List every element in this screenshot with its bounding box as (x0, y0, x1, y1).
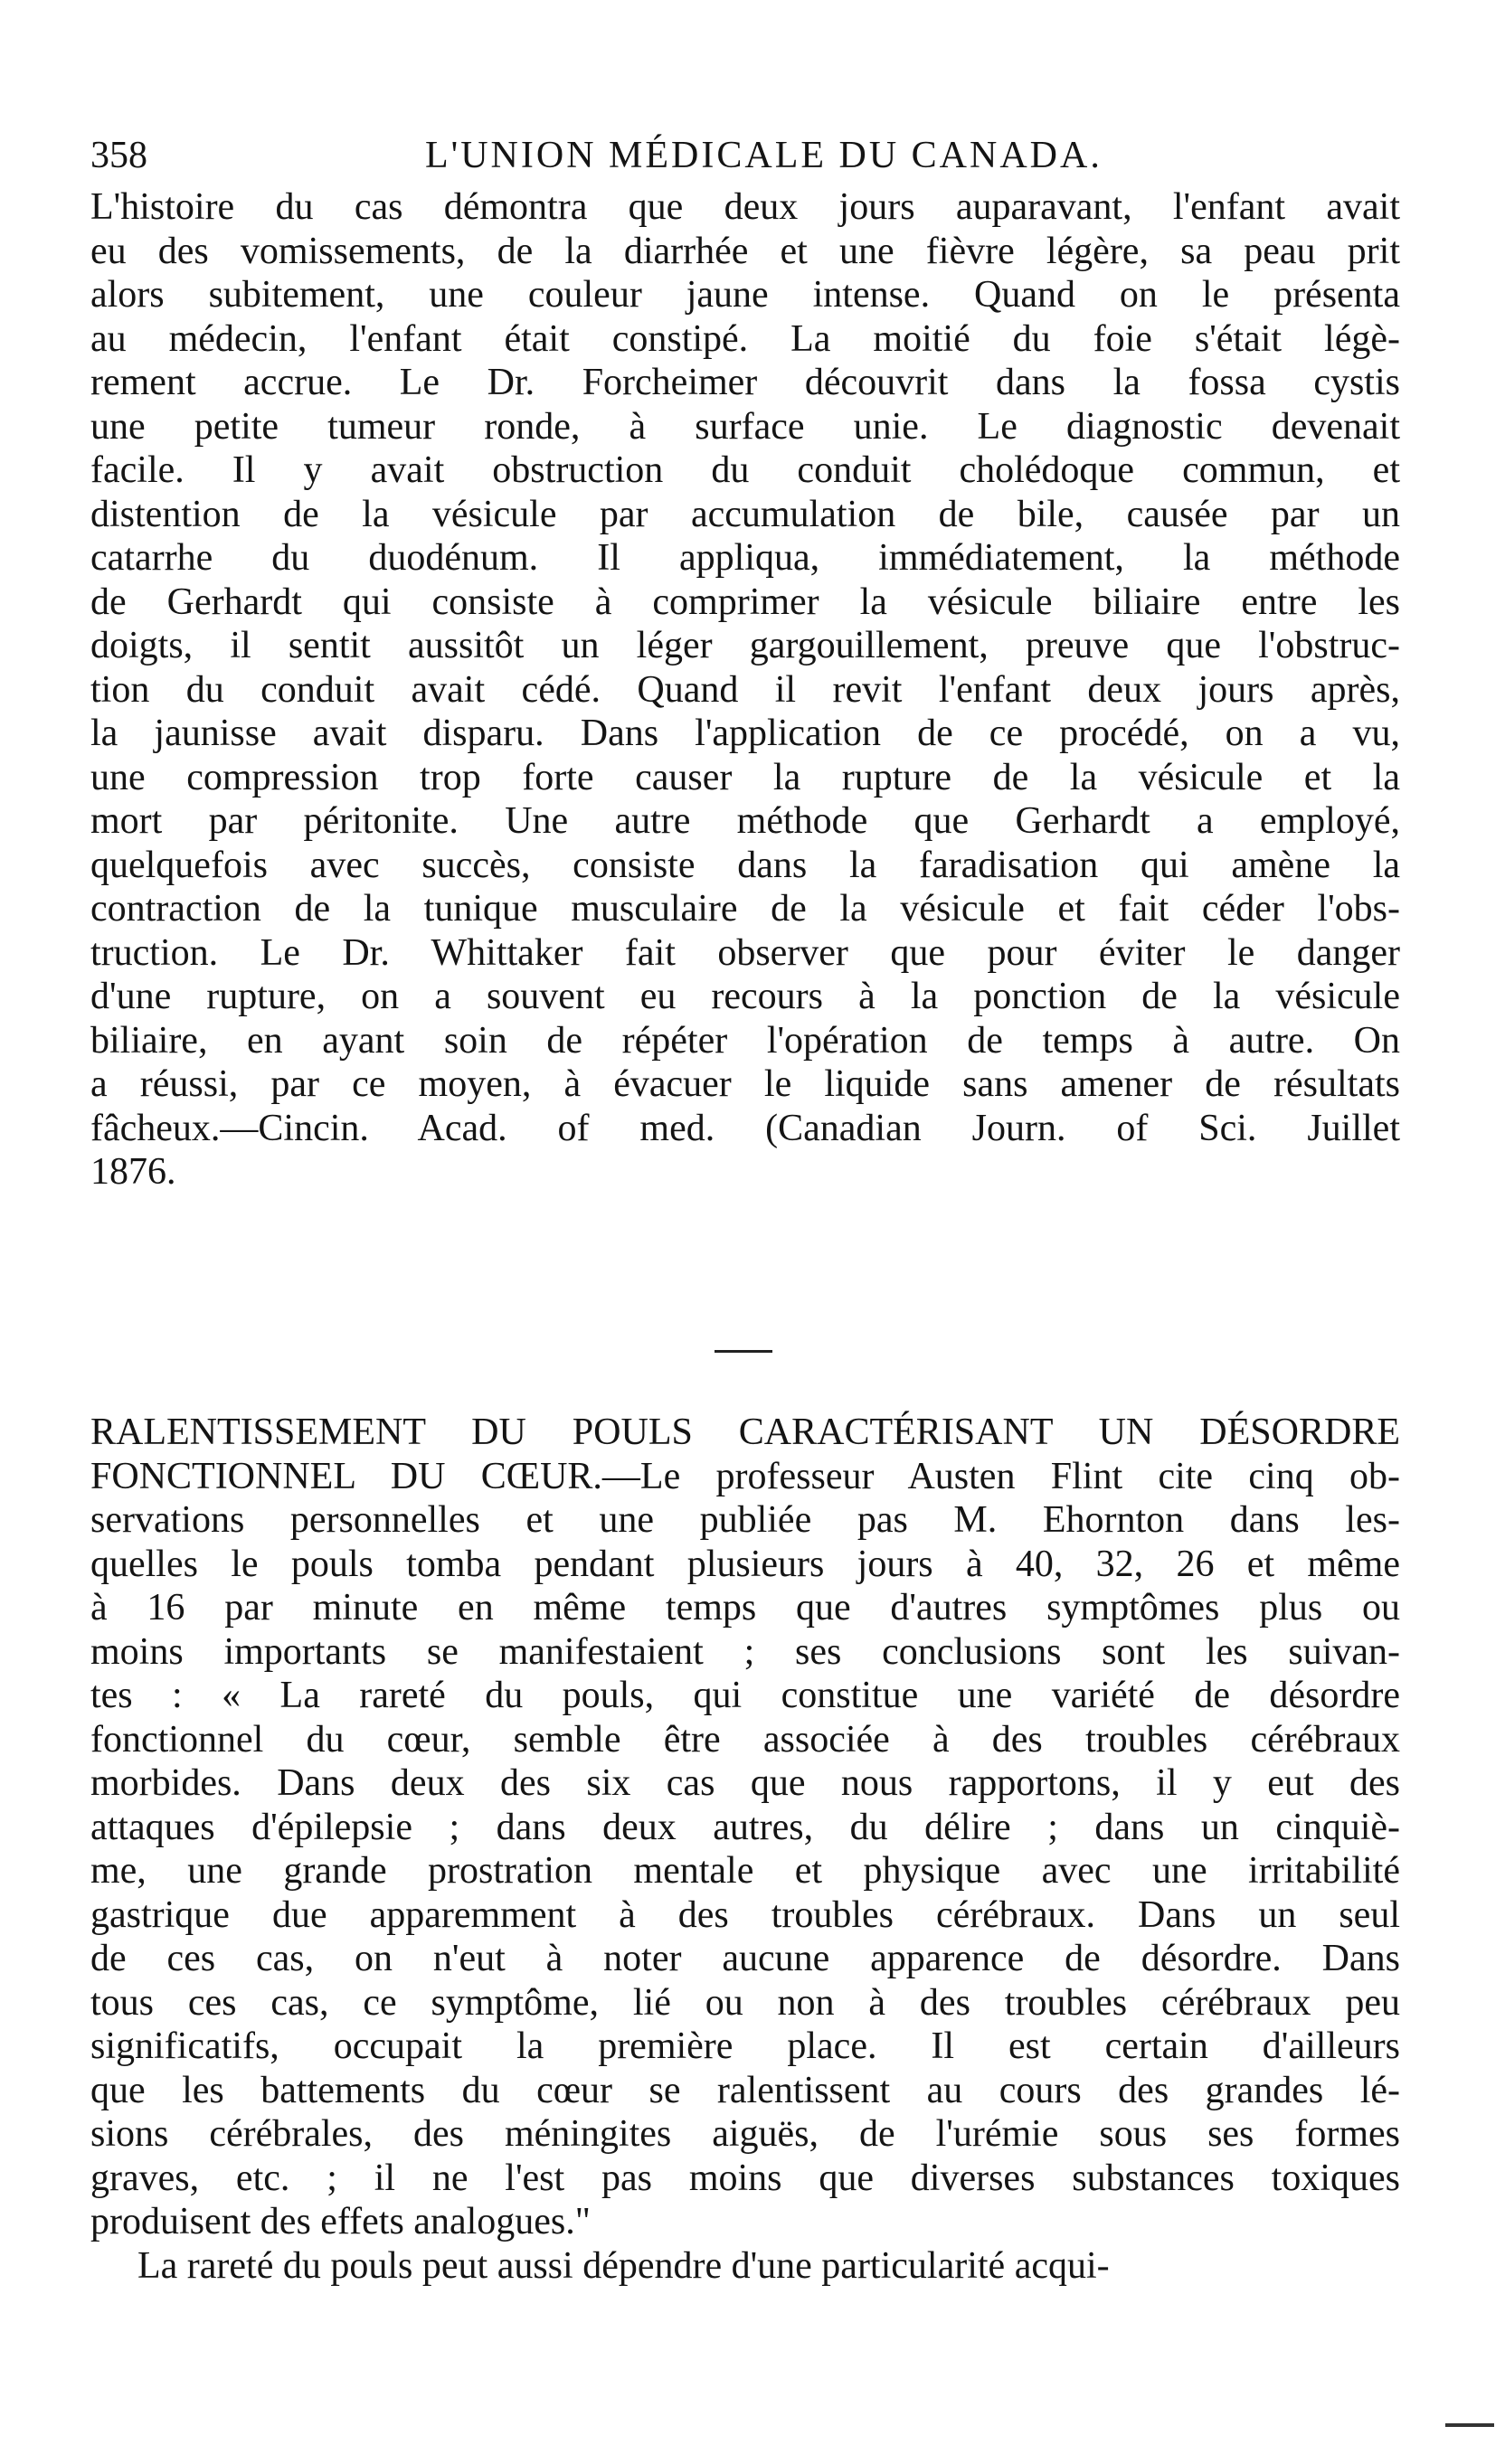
text-line: attaques d'épilepsie ; dans deux autres, du délire ; dans un cinquiè- (90, 1806, 1400, 1848)
text-line: facile. Il y avait obstruction du conduit cholédoque commun, et (90, 449, 1400, 491)
text-line: quelles le pouls tomba pendant plusieurs jours à 40, 32, 26 et même (90, 1543, 1400, 1585)
text-line: produisent des effets analogues." (90, 2201, 591, 2242)
text-line: alors subitement, une couleur jaune intense. Quand on le présenta (90, 274, 1400, 316)
text-line: La rareté du pouls peut aussi dépendre d'une particularité acqui- (137, 2244, 1110, 2287)
text-line: moins importants se manifestaient ; ses conclusions sont les suivan- (90, 1630, 1400, 1673)
text-line: biliaire, en ayant soin de répéter l'opération de temps à autre. On (90, 1019, 1400, 1062)
text-line: significatifs, occupait la première place. Il est certain d'ailleurs (90, 2025, 1400, 2067)
footer-rule (1445, 2423, 1494, 2427)
text-line: gastrique due apparemment à des troubles cérébraux. Dans un seul (90, 1893, 1400, 1936)
text-line: une petite tumeur ronde, à surface unie. Le diagnostic devenait (90, 405, 1400, 448)
text-line: a réussi, par ce moyen, à évacuer le liquide sans amener de résultats (90, 1063, 1400, 1105)
text-line: sions cérébrales, des méningites aiguës, de l'urémie sous ses formes (90, 2113, 1400, 2155)
text-line: tous ces cas, ce symptôme, lié ou non à des troubles cérébraux peu (90, 1981, 1400, 2024)
text-line: au médecin, l'enfant était constipé. La moitié du foie s'était légè- (90, 317, 1400, 360)
text-line: fonctionnel du cœur, semble être associée à des troubles cérébraux (90, 1718, 1400, 1761)
text-line: contraction de la tunique musculaire de la vésicule et fait céder l'obs- (90, 888, 1400, 930)
page-number: 358 (90, 135, 147, 176)
text-line: tion du conduit avait cédé. Quand il revit l'enfant deux jours après, (90, 668, 1400, 711)
text-line: quelquefois avec succès, consiste dans la faradisation qui amène la (90, 844, 1400, 886)
page-header (90, 128, 1402, 183)
text-line: L'histoire du cas démontra que deux jours auparavant, l'enfant avait (90, 186, 1400, 228)
text-line: FONCTIONNEL DU CŒUR.—Le professeur Austen Flint cite cinq ob- (90, 1455, 1400, 1497)
text-line: catarrhe du duodénum. Il appliqua, immédiatement, la méthode (90, 537, 1400, 579)
text-line: fâcheux.—Cincin. Acad. of med. (Canadian Journ. of Sci. Juillet (90, 1107, 1400, 1149)
paragraph-pulse-slowing (90, 1411, 1400, 2288)
text-line: la jaunisse avait disparu. Dans l'application de ce procédé, on a vu, (90, 713, 1400, 754)
text-line: graves, etc. ; il ne l'est pas moins que diverses substances toxiques (90, 2157, 1400, 2199)
section-separator (715, 1350, 772, 1353)
text-line: rement accrue. Le Dr. Forcheimer découvrit dans la fossa cystis (90, 362, 1400, 403)
text-line: de ces cas, on n'eut à noter aucune apparence de désordre. Dans (90, 1938, 1400, 1979)
paragraph-case-history (90, 185, 1400, 1194)
text-line: RALENTISSEMENT DU POULS CARACTÉRISANT UN DÉSORDRE (90, 1411, 1400, 1453)
text-line: distention de la vésicule par accumulation de bile, causée par un (90, 493, 1400, 535)
text-line: me, une grande prostration mentale et physique avec une irritabilité (90, 1850, 1400, 1892)
text-line: tes : « La rareté du pouls, qui constitue une variété de désordre (90, 1675, 1400, 1716)
text-line: eu des vomissements, de la diarrhée et une fièvre légère, sa peau prit (90, 230, 1400, 272)
text-line: d'une rupture, on a souvent eu recours à la ponction de la vésicule (90, 976, 1400, 1017)
text-line: truction. Le Dr. Whittaker fait observer que pour éviter le danger (90, 931, 1400, 974)
text-line: 1876. (90, 1151, 176, 1193)
text-line: servations personnelles et une publiée pas M. Ehornton dans les- (90, 1499, 1400, 1541)
running-title: L'UNION MÉDICALE DU CANADA. (425, 135, 1103, 176)
text-line: doigts, il sentit aussitôt un léger gargouillement, preuve que l'obstruc- (90, 625, 1400, 666)
text-line: morbides. Dans deux des six cas que nous rapportons, il y eut des (90, 1762, 1400, 1804)
text-line: une compression trop forte causer la rupture de la vésicule et la (90, 756, 1400, 798)
text-line: de Gerhardt qui consiste à comprimer la vésicule biliaire entre les (90, 581, 1400, 623)
text-line: mort par péritonite. Une autre méthode que Gerhardt a employé, (90, 800, 1400, 842)
text-line: que les battements du cœur se ralentissent au cours des grandes lé- (90, 2069, 1400, 2111)
text-line: à 16 par minute en même temps que d'autres symptômes plus ou (90, 1587, 1400, 1629)
